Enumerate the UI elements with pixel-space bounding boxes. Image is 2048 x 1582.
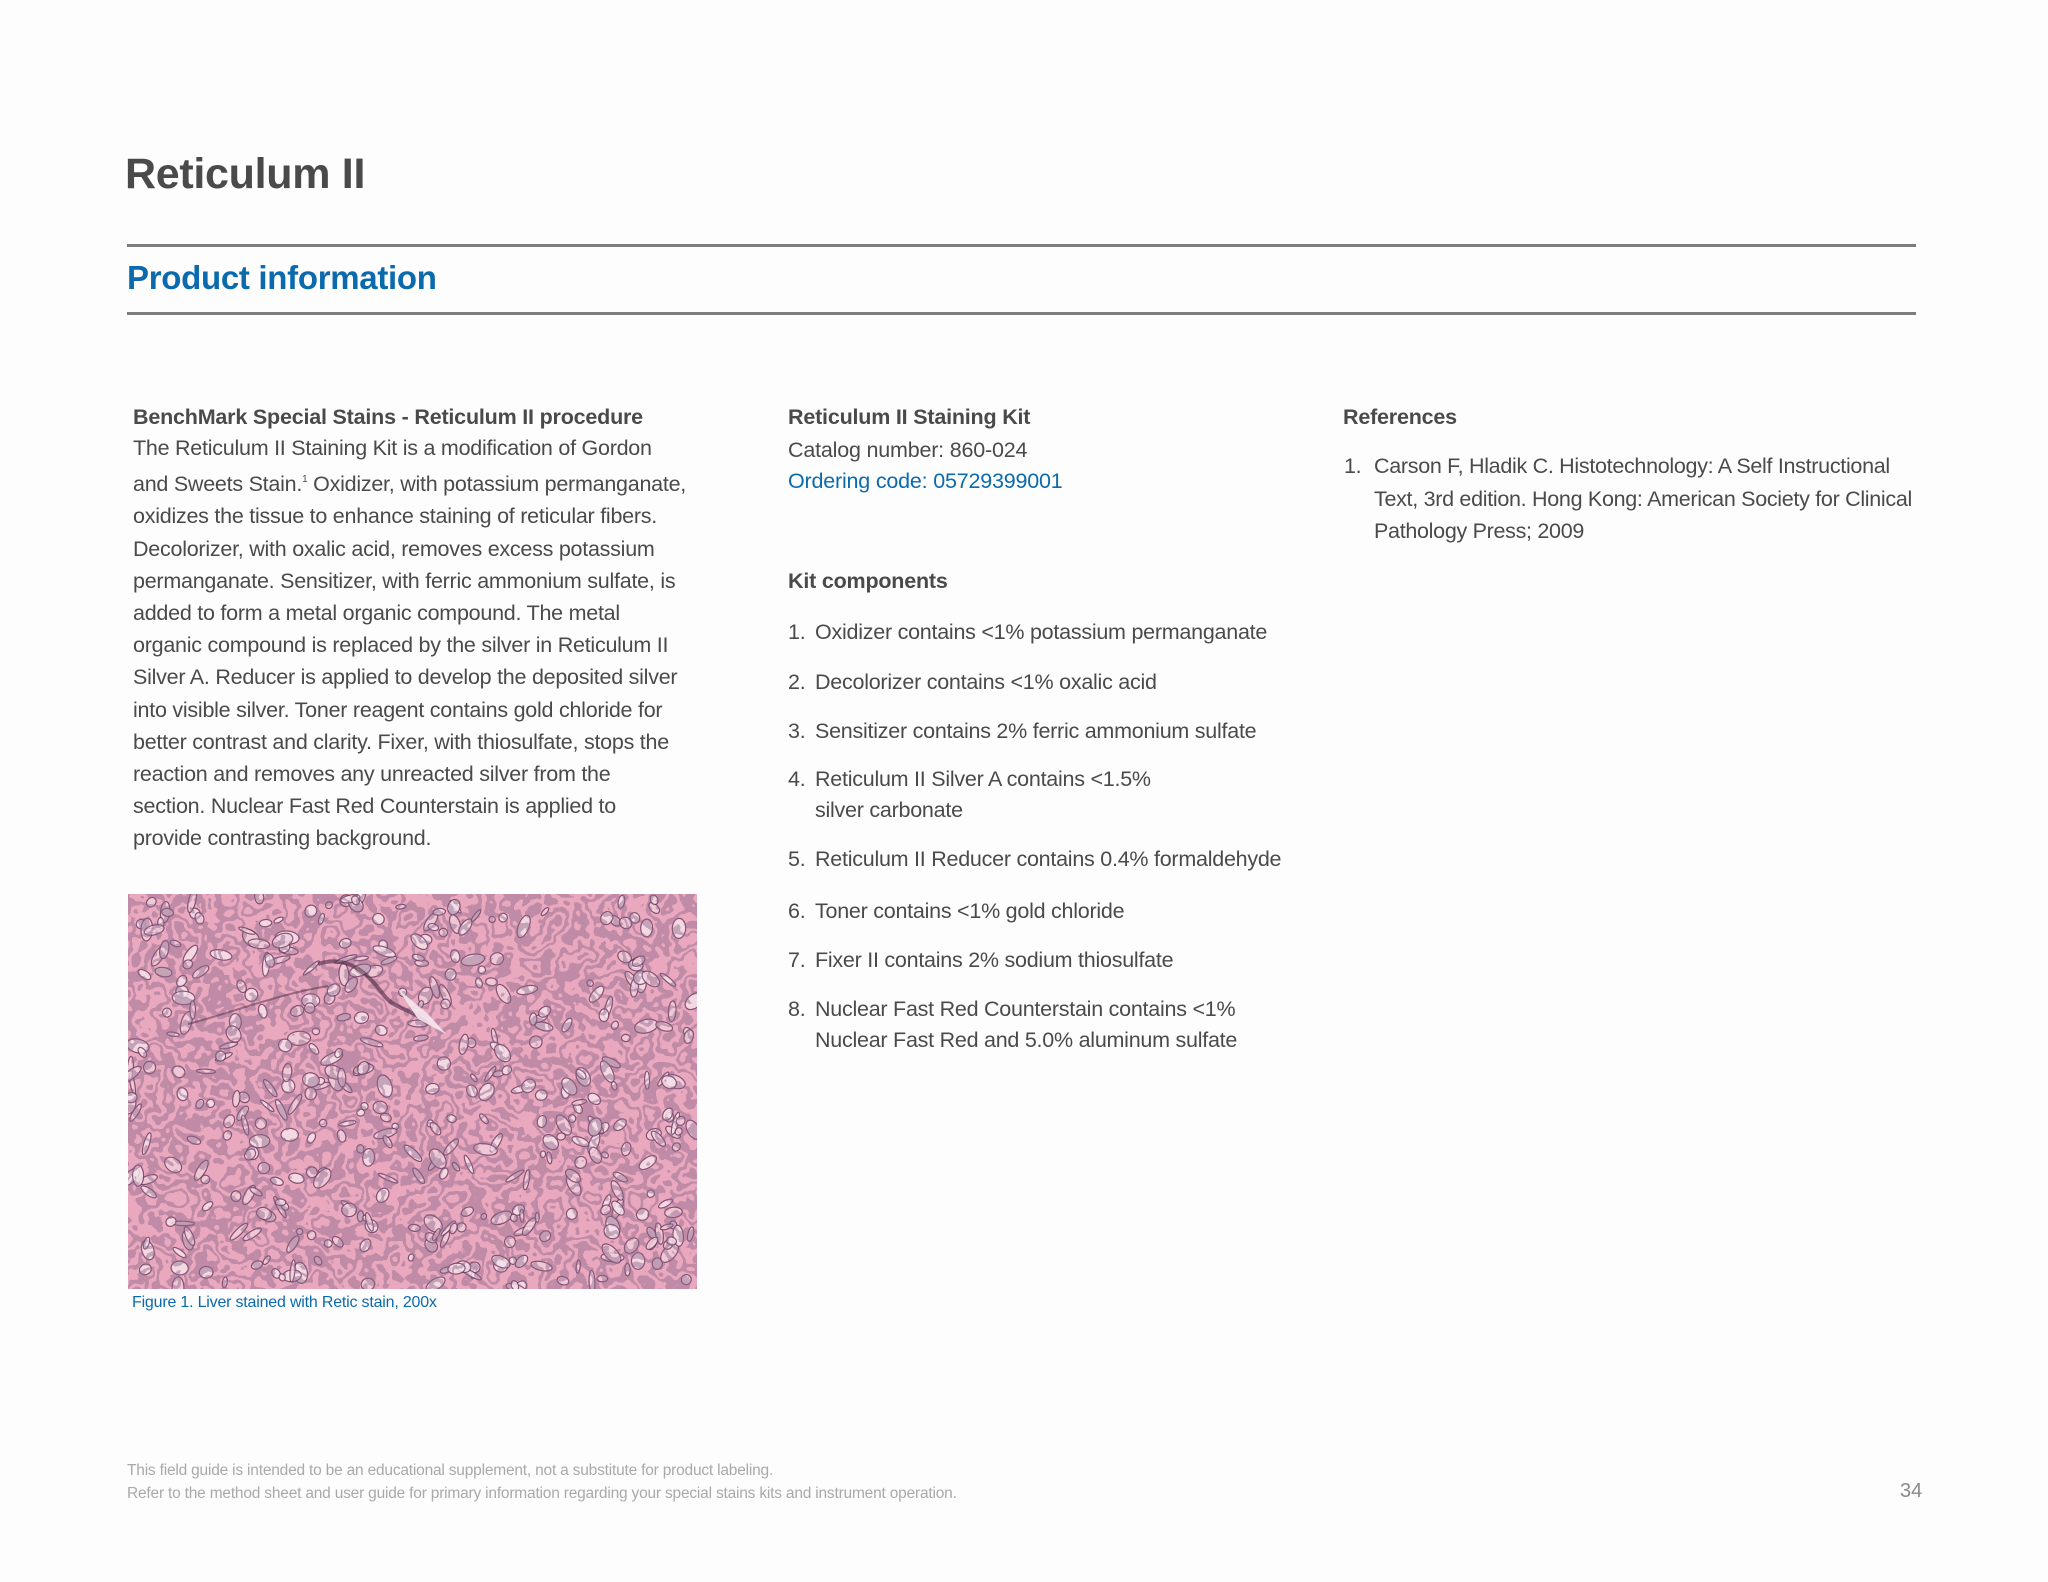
catalog-number: Catalog number: 860-024 [788,438,1028,462]
section-rule [127,312,1916,315]
item-text: Nuclear Fast Red and 5.0% aluminum sulfate [815,1028,1238,1052]
reference-line: Carson F, Hladik C. Histotechnology: A Self Instructional [1374,454,1890,478]
item-text: Oxidizer contains <1% potassium permanganate [815,620,1268,644]
procedure-line: added to form a metal organic compound. The metal [133,601,620,626]
kit-component-item [788,716,1256,747]
procedure-line: Decolorizer, with oxalic acid, removes excess potassium [133,536,655,561]
references-heading: References [1343,405,1457,429]
procedure-line: provide contrasting background. [133,826,432,851]
liver-micrograph-image [128,894,697,1289]
item-text: Decolorizer contains <1% oxalic acid [815,670,1157,694]
kit-component-item [788,617,1267,648]
item-number: 8. [788,997,806,1021]
item-text: silver carbonate [815,798,963,822]
reference-line: Text, 3rd edition. Hong Kong: American Society for Clinical [1374,486,1912,511]
procedure-line-part: Oxidizer, with potassium permanganate, [313,472,687,497]
procedure-line-part: and Sweets Stain. [133,472,303,497]
footer-disclaimer: This field guide is intended to be an educational supplement, not a substitute for product labeling. [127,1462,774,1479]
ordering-code: Ordering code: 05729399001 [788,469,1063,493]
item-text: Sensitizer contains 2% ferric ammonium sulfate [815,719,1257,743]
procedure-line: organic compound is replaced by the silver in Reticulum II [133,633,669,658]
item-text: Fixer II contains 2% sodium thiosulfate [815,948,1174,972]
kit-component-item [788,896,1124,927]
reference-line: Pathology Press; 2009 [1374,519,1585,543]
kit-column [788,405,1308,494]
procedure-line: permanganate. Sensitizer, with ferric ammonium sulfate, is [133,568,676,593]
micrograph-texture [128,894,697,1289]
item-text: Reticulum II Silver A contains <1.5% [815,767,1151,791]
procedure-body [133,432,713,855]
procedure-line: Silver A. Reducer is applied to develop the deposited silver [133,665,678,690]
item-number: 3. [788,719,806,743]
kit-component-item [788,764,1151,826]
figure-caption: Figure 1. Liver stained with Retic stain, 200x [132,1294,437,1311]
procedure-heading: BenchMark Special Stains - Reticulum II procedure [133,405,643,429]
procedure-line: better contrast and clarity. Fixer, with thiosulfate, stops the [133,729,669,754]
reference-item [1344,450,1934,548]
procedure-line: The Reticulum II Staining Kit is a modification of Gordon [133,436,652,460]
item-number: 5. [788,847,806,871]
kit-components-heading: Kit components [788,569,948,593]
procedure-line: section. Nuclear Fast Red Counterstain is applied to [133,794,616,819]
footer-reference-note: Refer to the method sheet and user guide for primary information regarding your special stains kits and instrument operation. [127,1485,957,1502]
kit-component-item [788,994,1237,1056]
procedure-line: reaction and removes any unreacted silver from the [133,762,611,787]
item-number: 7. [788,948,806,972]
item-text: Reticulum II Reducer contains 0.4% formaldehyde [815,847,1282,871]
procedure-line: oxidizes the tissue to enhance staining of reticular fibers. [133,504,657,529]
procedure-line [133,464,713,500]
page-title: Reticulum II [125,150,366,198]
kit-component-item [788,945,1173,976]
item-number: 1. [788,620,806,644]
item-text: Nuclear Fast Red Counterstain contains <1% [815,997,1236,1021]
reference-number: 1. [1344,454,1362,478]
procedure-line: into visible silver. Toner reagent contains gold chloride for [133,697,663,722]
kit-component-item [788,844,1281,875]
kit-component-item [788,667,1157,698]
section-title: Product information [127,259,437,296]
footnote-marker: 1 [302,474,308,486]
item-number: 4. [788,767,806,791]
item-number: 6. [788,899,806,923]
item-text: Toner contains <1% gold chloride [815,899,1125,923]
page-number: 34 [1900,1480,1923,1502]
procedure-column [133,405,713,855]
kit-heading: Reticulum II Staining Kit [788,405,1031,429]
top-rule [127,244,1916,247]
item-number: 2. [788,670,806,694]
